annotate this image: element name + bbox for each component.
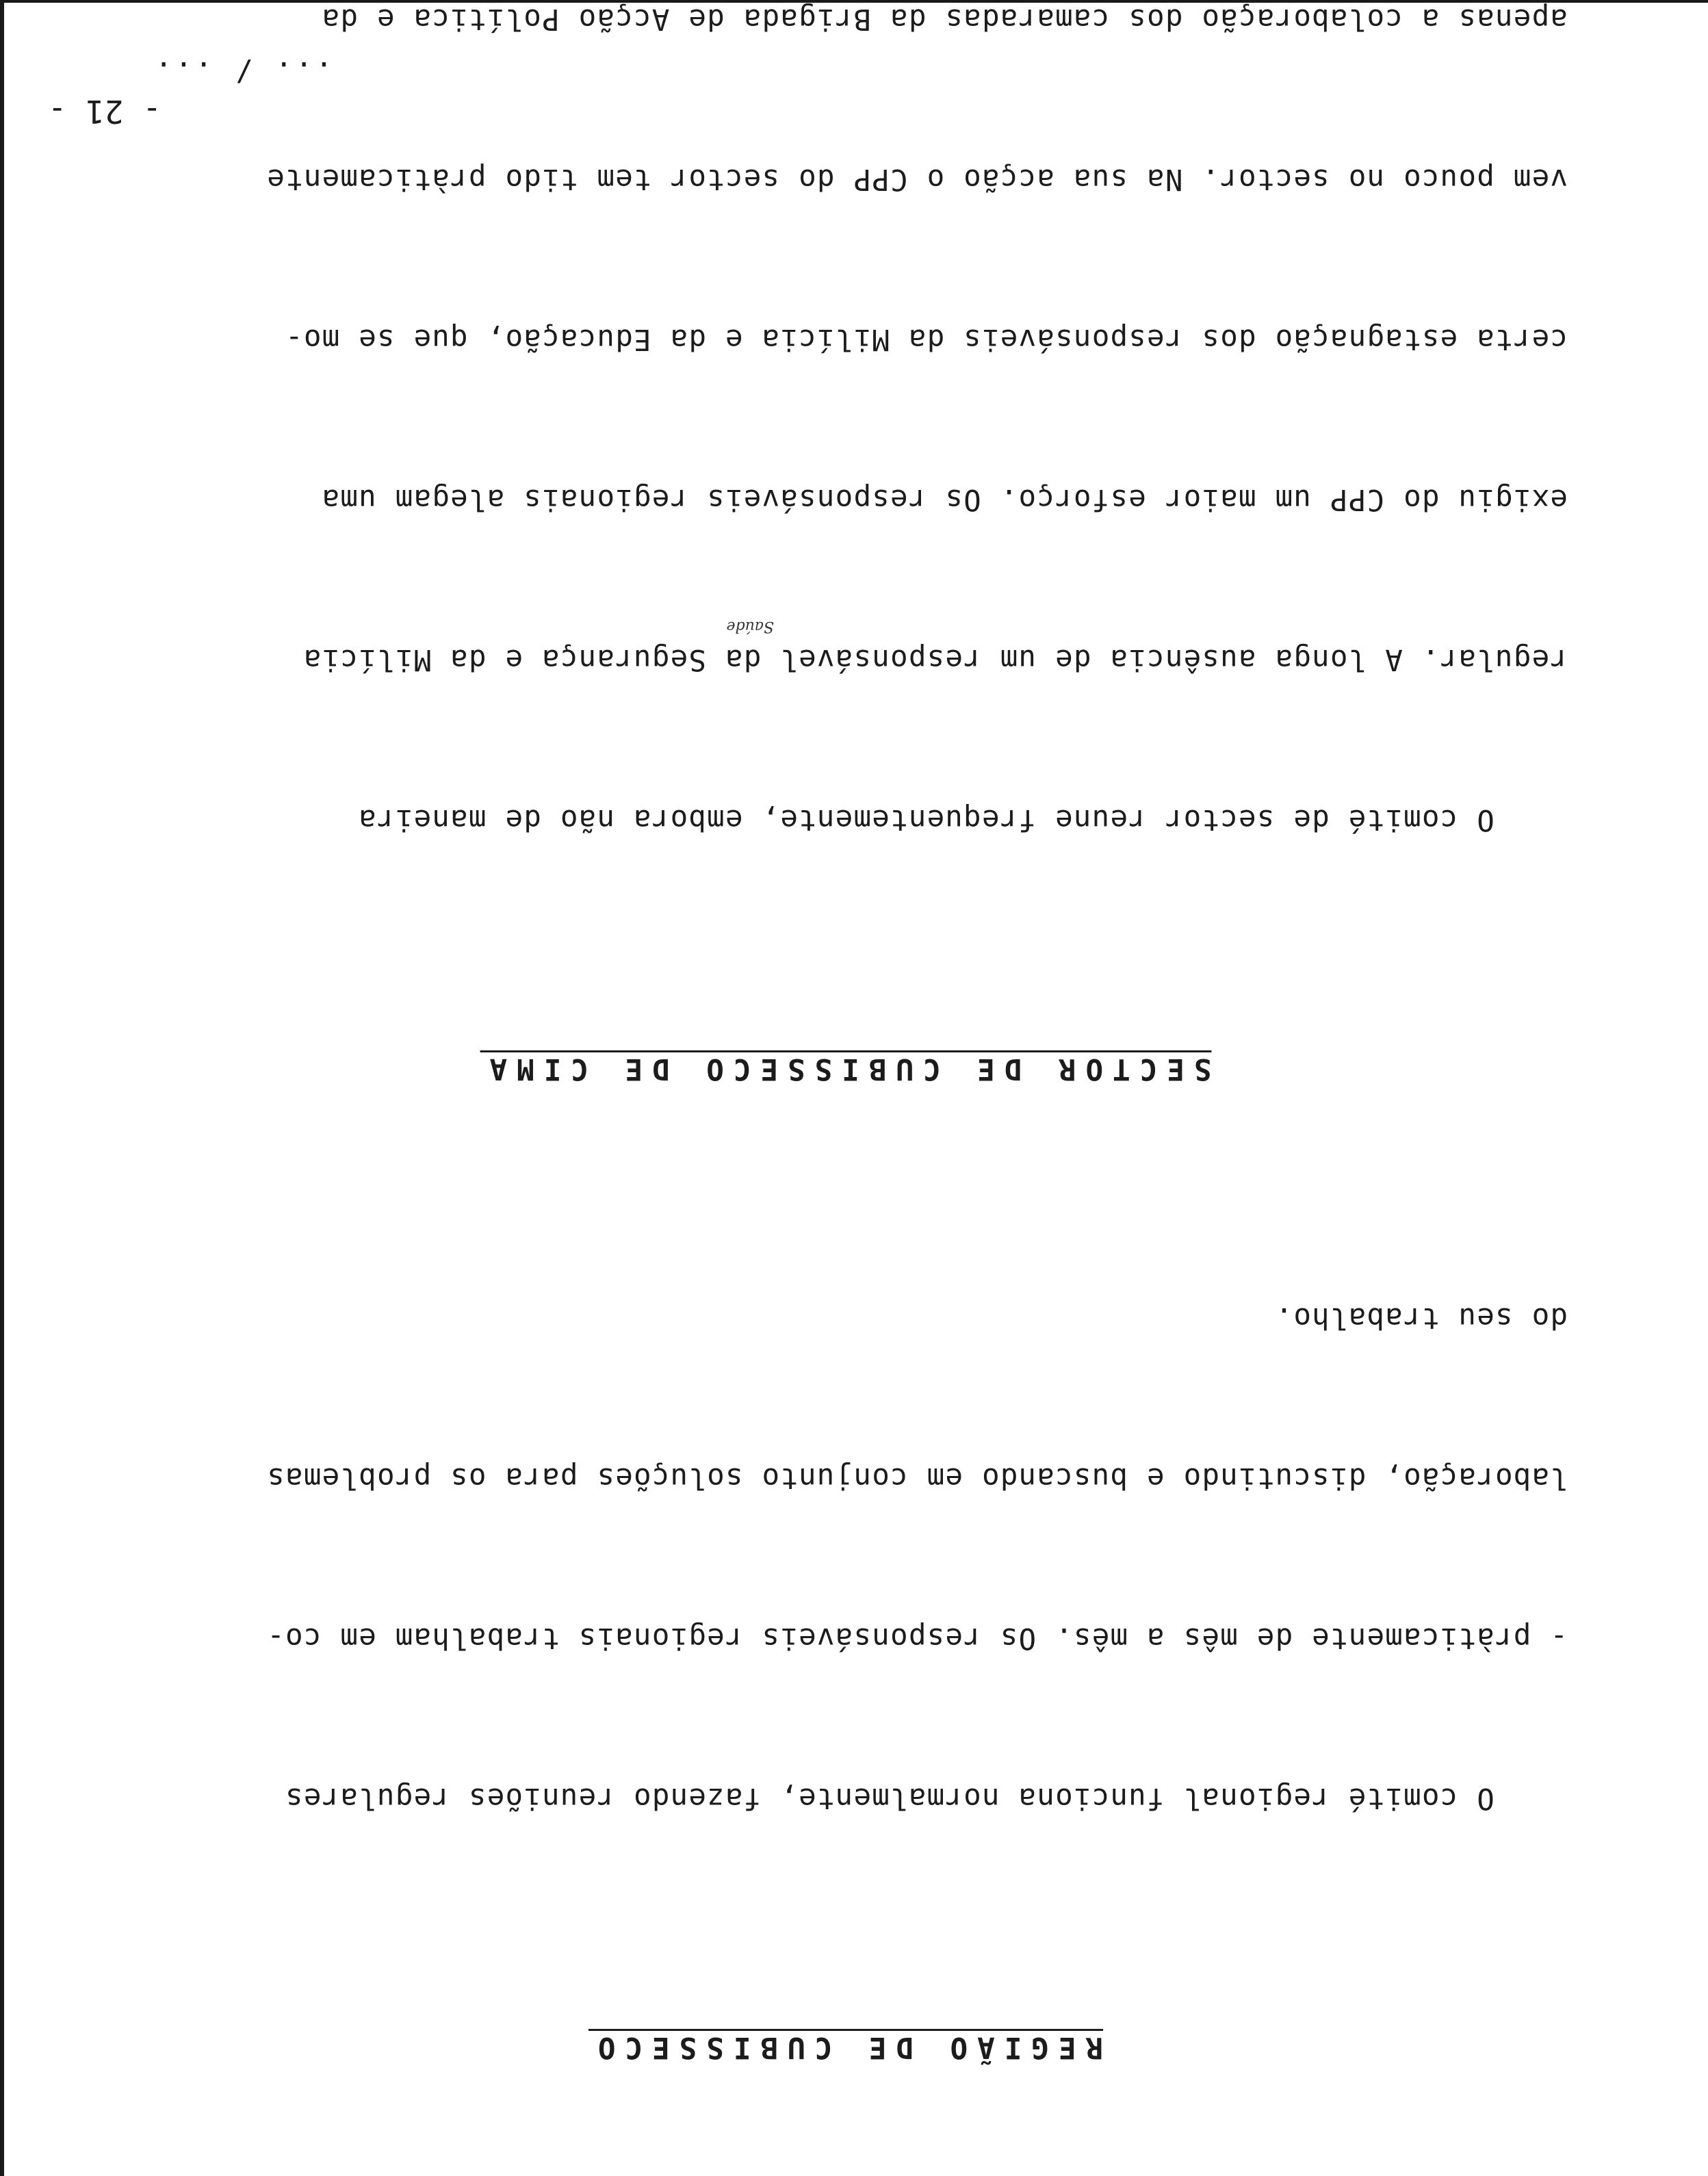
page-number: - 21 -: [47, 93, 161, 130]
section-heading-sector: SECTOR DE CUBISSECO DE CIMA: [480, 1052, 1212, 1085]
paragraph: [124, 1184, 1568, 1931]
text-line: apenas a colaboração dos camaradas da Brigada de Acção Política e da: [321, 2, 1568, 36]
text-line: O comité de sector reune frequentemente, embora não de maneira: [358, 803, 1568, 836]
text-line: regular. A longa ausência de um responsável da Segurança e da Milícia: [302, 643, 1568, 676]
text-line: laboração, discutindo e buscando em conjunto soluções para os problemas: [266, 1461, 1568, 1494]
text-line: - pràticamente de mês a mês. Os responsáveis regionais trabalham em co-: [266, 1621, 1568, 1655]
section-heading-regiao: REGIÃO DE CUBISSECO: [588, 2030, 1104, 2064]
handwritten-annotation: Saúde: [726, 618, 774, 635]
text-line: vem pouco no sector. Na sua acção o CPP do sector tem tido pràticamente: [266, 162, 1568, 196]
continuation-mark: ... / ...: [152, 55, 333, 89]
text-line: O comité regional funciona normalmente, fazendo reuniões regulares: [284, 1781, 1568, 1815]
paragraph: [124, 0, 1568, 953]
text-line: certa estagnação dos responsáveis da Milícia e da Educação, que se mo-: [284, 322, 1568, 356]
text-line: do seu trabalho.: [1274, 1301, 1568, 1334]
document-body: [124, 0, 1568, 2073]
text-line: exigiu do CPP um maior esforço. Os responsáveis regionais alegam uma: [321, 482, 1568, 516]
